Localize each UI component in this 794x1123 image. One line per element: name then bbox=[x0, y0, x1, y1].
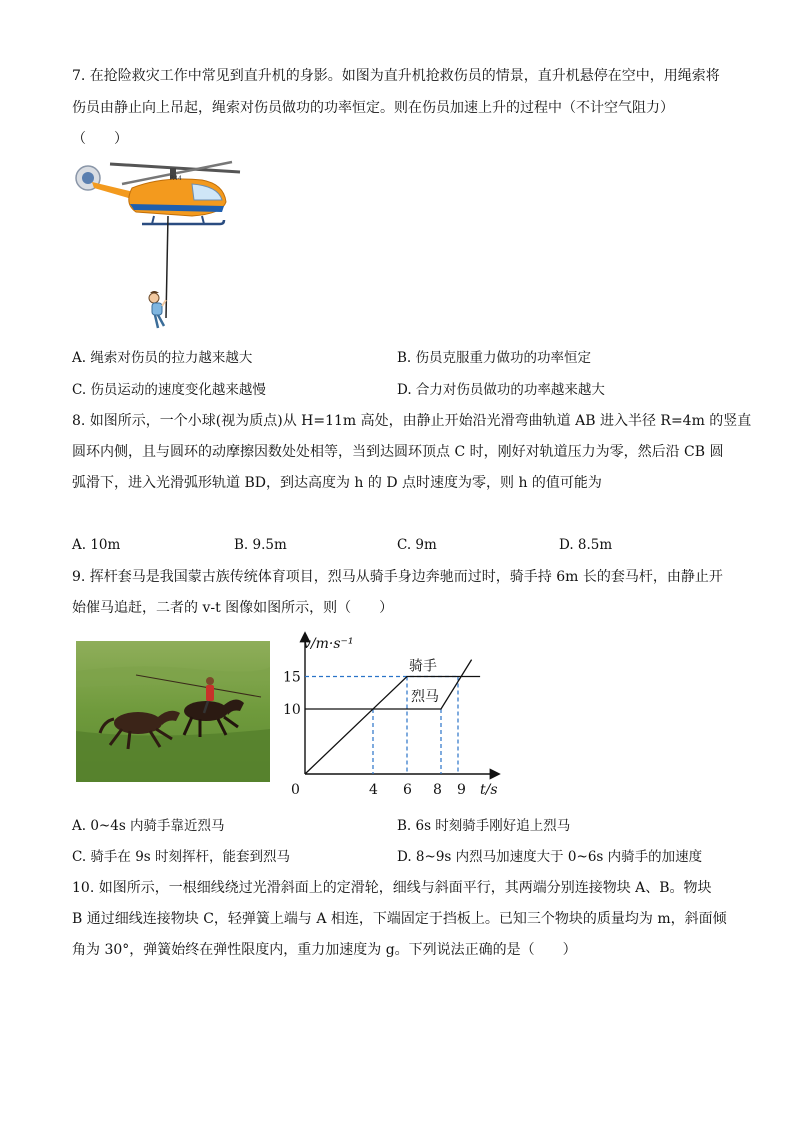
q7-line-3: （ ） bbox=[72, 131, 128, 147]
q7-line-2: 伤员由静止向上吊起，绳索对伤员做功的功率恒定。则在伤员加速上升的过程中（不计空气阻力） bbox=[72, 100, 674, 116]
rider-label: 骑手 bbox=[409, 658, 437, 675]
q9-option-c[interactable]: C. 骑手在 9s 时刻挥杆，能套到烈马 bbox=[72, 849, 291, 865]
helicopter-figure bbox=[72, 158, 252, 338]
q8-line-1: 8. 如图所示，一个小球(视为质点)从 H=11m 高处，由静止开始沿光滑弯曲轨道 AB 进入半径 R=4m 的竖直 bbox=[72, 413, 752, 429]
q8-option-d[interactable]: D. 8.5m bbox=[559, 537, 613, 553]
vt-graph bbox=[282, 628, 508, 802]
q8-option-c[interactable]: C. 9m bbox=[397, 537, 437, 553]
q9-option-a[interactable]: A. 0~4s 内骑手靠近烈马 bbox=[72, 818, 225, 834]
horse-photo bbox=[76, 641, 270, 782]
person-leg-icon bbox=[155, 315, 158, 328]
q9-option-d[interactable]: D. 8~9s 内烈马加速度大于 0~6s 内骑手的加速度 bbox=[397, 849, 703, 865]
heli-label: R44 bbox=[170, 175, 182, 182]
x-tick-8: 8 bbox=[433, 782, 442, 798]
q9-option-b[interactable]: B. 6s 时刻骑手刚好追上烈马 bbox=[397, 818, 571, 834]
q9-line-2: 始催马追赶，二者的 v-t 图像如图所示，则（ ） bbox=[72, 600, 394, 616]
person-arm-icon bbox=[162, 300, 166, 306]
q7-line-1: 7. 在抢险救灾工作中常见到直升机的身影。如图为直升机抢救伤员的情景，直升机悬停在空中，用绳索将 bbox=[72, 68, 720, 84]
x-tick-6: 6 bbox=[403, 782, 412, 798]
injured-person-icon bbox=[149, 293, 159, 303]
y-axis-label: v/m·s⁻¹ bbox=[303, 636, 354, 652]
person-leg-icon bbox=[158, 315, 164, 326]
y-tick-10: 10 bbox=[283, 702, 301, 718]
skid-icon bbox=[142, 220, 224, 224]
q7-option-b[interactable]: B. 伤员克服重力做功的功率恒定 bbox=[397, 350, 592, 366]
q7-option-a[interactable]: A. 绳索对伤员的拉力越来越大 bbox=[72, 350, 253, 366]
y-tick-15: 15 bbox=[283, 669, 301, 686]
q10-line-3: 角为 30°，弹簧始终在弹性限度内，重力加速度为 g。下列说法正确的是（ ） bbox=[72, 942, 577, 958]
horse-line bbox=[305, 660, 472, 709]
x-tick-4: 4 bbox=[369, 782, 378, 798]
person-hair-icon bbox=[150, 291, 159, 293]
q8-line-2: 圆环内侧，且与圆环的动摩擦因数处处相等，当到达圆环顶点 C 时，刚好对轨道压力为零，然后沿 CB 圆 bbox=[72, 444, 724, 460]
q10-line-2: B 通过细线连接物块 C，轻弹簧上端与 A 相连，下端固定于挡板上。已知三个物块的质量均为 m，斜面倾 bbox=[72, 911, 727, 927]
q8-line-3: 弧滑下，进入光滑弧形轨道 BD，到达高度为 h 的 D 点时速度为零，则 h 的值可能为 bbox=[72, 475, 602, 491]
rope-icon bbox=[166, 216, 168, 318]
q8-option-b[interactable]: B. 9.5m bbox=[234, 537, 287, 553]
q7-option-d[interactable]: D. 合力对伤员做功的功率越来越大 bbox=[397, 382, 605, 398]
q10-line-1: 10. 如图所示，一根细线绕过光滑斜面上的定滑轮，细线与斜面平行，其两端分别连接物块 A、B。物块 bbox=[72, 880, 712, 896]
horse-label: 烈马 bbox=[411, 689, 439, 705]
q9-line-1: 9. 挥杆套马是我国蒙古族传统体育项目，烈马从骑手身边奔驰而过时，骑手持 6m 长的套马杆，由静止开 bbox=[72, 569, 723, 585]
origin-label: 0 bbox=[291, 782, 300, 798]
x-axis-label: t/s bbox=[480, 782, 498, 798]
rider-line bbox=[305, 677, 480, 775]
x-tick-9: 9 bbox=[457, 782, 466, 798]
person-shirt-icon bbox=[152, 303, 162, 315]
q7-option-c[interactable]: C. 伤员运动的速度变化越来越慢 bbox=[72, 382, 266, 398]
q8-option-a[interactable]: A. 10m bbox=[72, 537, 121, 553]
